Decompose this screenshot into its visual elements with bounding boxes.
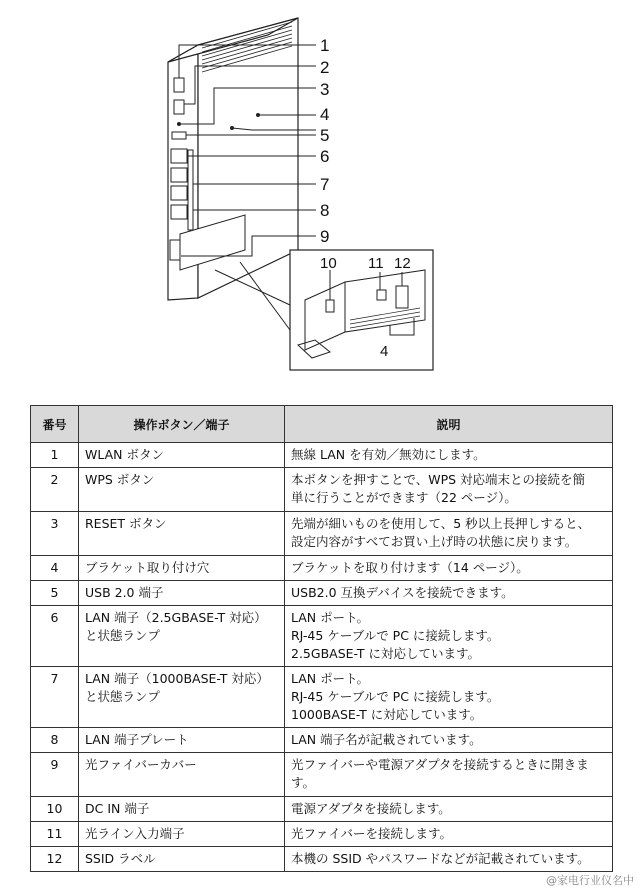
callout-3: 3 [320,80,330,99]
row-description: 先端が細いものを使用して、5 秒以上長押しすると、 設定内容がすべてお買い上げ時の状態に戻ります。 [285,512,613,556]
row-number: 6 [31,606,79,667]
row-description: ブラケットを取り付けます（14 ページ）。 [285,556,613,581]
row-component: SSID ラベル [79,847,285,872]
table-row [31,728,613,753]
device-diagram [0,0,640,400]
table-row [31,822,613,847]
table-row [31,556,613,581]
wlan-button-shape [174,78,184,92]
header-number: 番号 [31,406,79,443]
row-number: 3 [31,512,79,556]
lan-plate-shape [188,150,193,230]
row-description: 本機の SSID やパスワードなどが記載されています。 [285,847,613,872]
row-number: 4 [31,556,79,581]
callout-6: 6 [320,147,330,166]
row-number: 8 [31,728,79,753]
callout-2: 2 [320,58,330,77]
row-description: 光ファイバーを接続します。 [285,822,613,847]
row-component: LAN 端子（2.5GBASE-T 対応） と状態ランプ [79,606,285,667]
callout-9: 9 [320,227,330,246]
cover-slot-shape [170,240,180,260]
table-header-row [31,406,613,443]
row-description: 本ボタンを押すことで、WPS 対応端末との接続を簡 単に行うことができます（22 ページ）。 [285,468,613,512]
row-description: LAN ポート。 RJ-45 ケーブルで PC に接続します。 2.5GBASE-T に対応しています。 [285,606,613,667]
wps-button-shape [174,100,184,114]
row-number: 2 [31,468,79,512]
table-row [31,847,613,872]
header-component: 操作ボタン／端子 [79,406,285,443]
row-description: LAN 端子名が記載されています。 [285,728,613,753]
row-component: 光ライン入力端子 [79,822,285,847]
row-number: 7 [31,667,79,728]
inset-callout-4: 4 [380,343,389,360]
callout-8: 8 [320,201,330,220]
row-description: 光ファイバーや電源アダプタを接続するときに開きま す。 [285,753,613,797]
table-row [31,606,613,667]
watermark: @家电行业仪名中 [546,874,634,887]
row-description: LAN ポート。 RJ-45 ケーブルで PC に接続します。 1000BASE-T に対応しています。 [285,667,613,728]
row-description: USB2.0 互換デバイスを接続できます。 [285,581,613,606]
row-component: WPS ボタン [79,468,285,512]
table-row [31,581,613,606]
row-number: 5 [31,581,79,606]
row-number: 12 [31,847,79,872]
callout-1: 1 [320,36,330,55]
port-button-table [30,405,613,872]
header-description: 説明 [285,406,613,443]
table-row [31,797,613,822]
row-component: USB 2.0 端子 [79,581,285,606]
table-row [31,667,613,728]
row-number: 9 [31,753,79,797]
inset-callout-12: 12 [394,255,411,272]
callout-7: 7 [320,175,330,194]
inset-callout-10: 10 [320,255,337,272]
row-component: ブラケット取り付け穴 [79,556,285,581]
table-row [31,512,613,556]
row-description: 電源アダプタを接続します。 [285,797,613,822]
row-number: 1 [31,443,79,468]
callout-5: 5 [320,126,330,145]
row-component: RESET ボタン [79,512,285,556]
row-component: WLAN ボタン [79,443,285,468]
row-component: DC IN 端子 [79,797,285,822]
table-row [31,468,613,512]
table-row [31,443,613,468]
reset-hole [177,122,181,126]
row-component: LAN 端子プレート [79,728,285,753]
row-number: 10 [31,797,79,822]
callout-4: 4 [320,105,330,124]
inset-callout-11: 11 [368,255,384,272]
row-number: 11 [31,822,79,847]
row-component: LAN 端子（1000BASE-T 対応） と状態ランプ [79,667,285,728]
inset-frame [290,250,433,370]
row-description: 無線 LAN を有効／無効にします。 [285,443,613,468]
usb-port-shape [172,132,186,139]
row-component: 光ファイバーカバー [79,753,285,797]
table-row [31,753,613,797]
